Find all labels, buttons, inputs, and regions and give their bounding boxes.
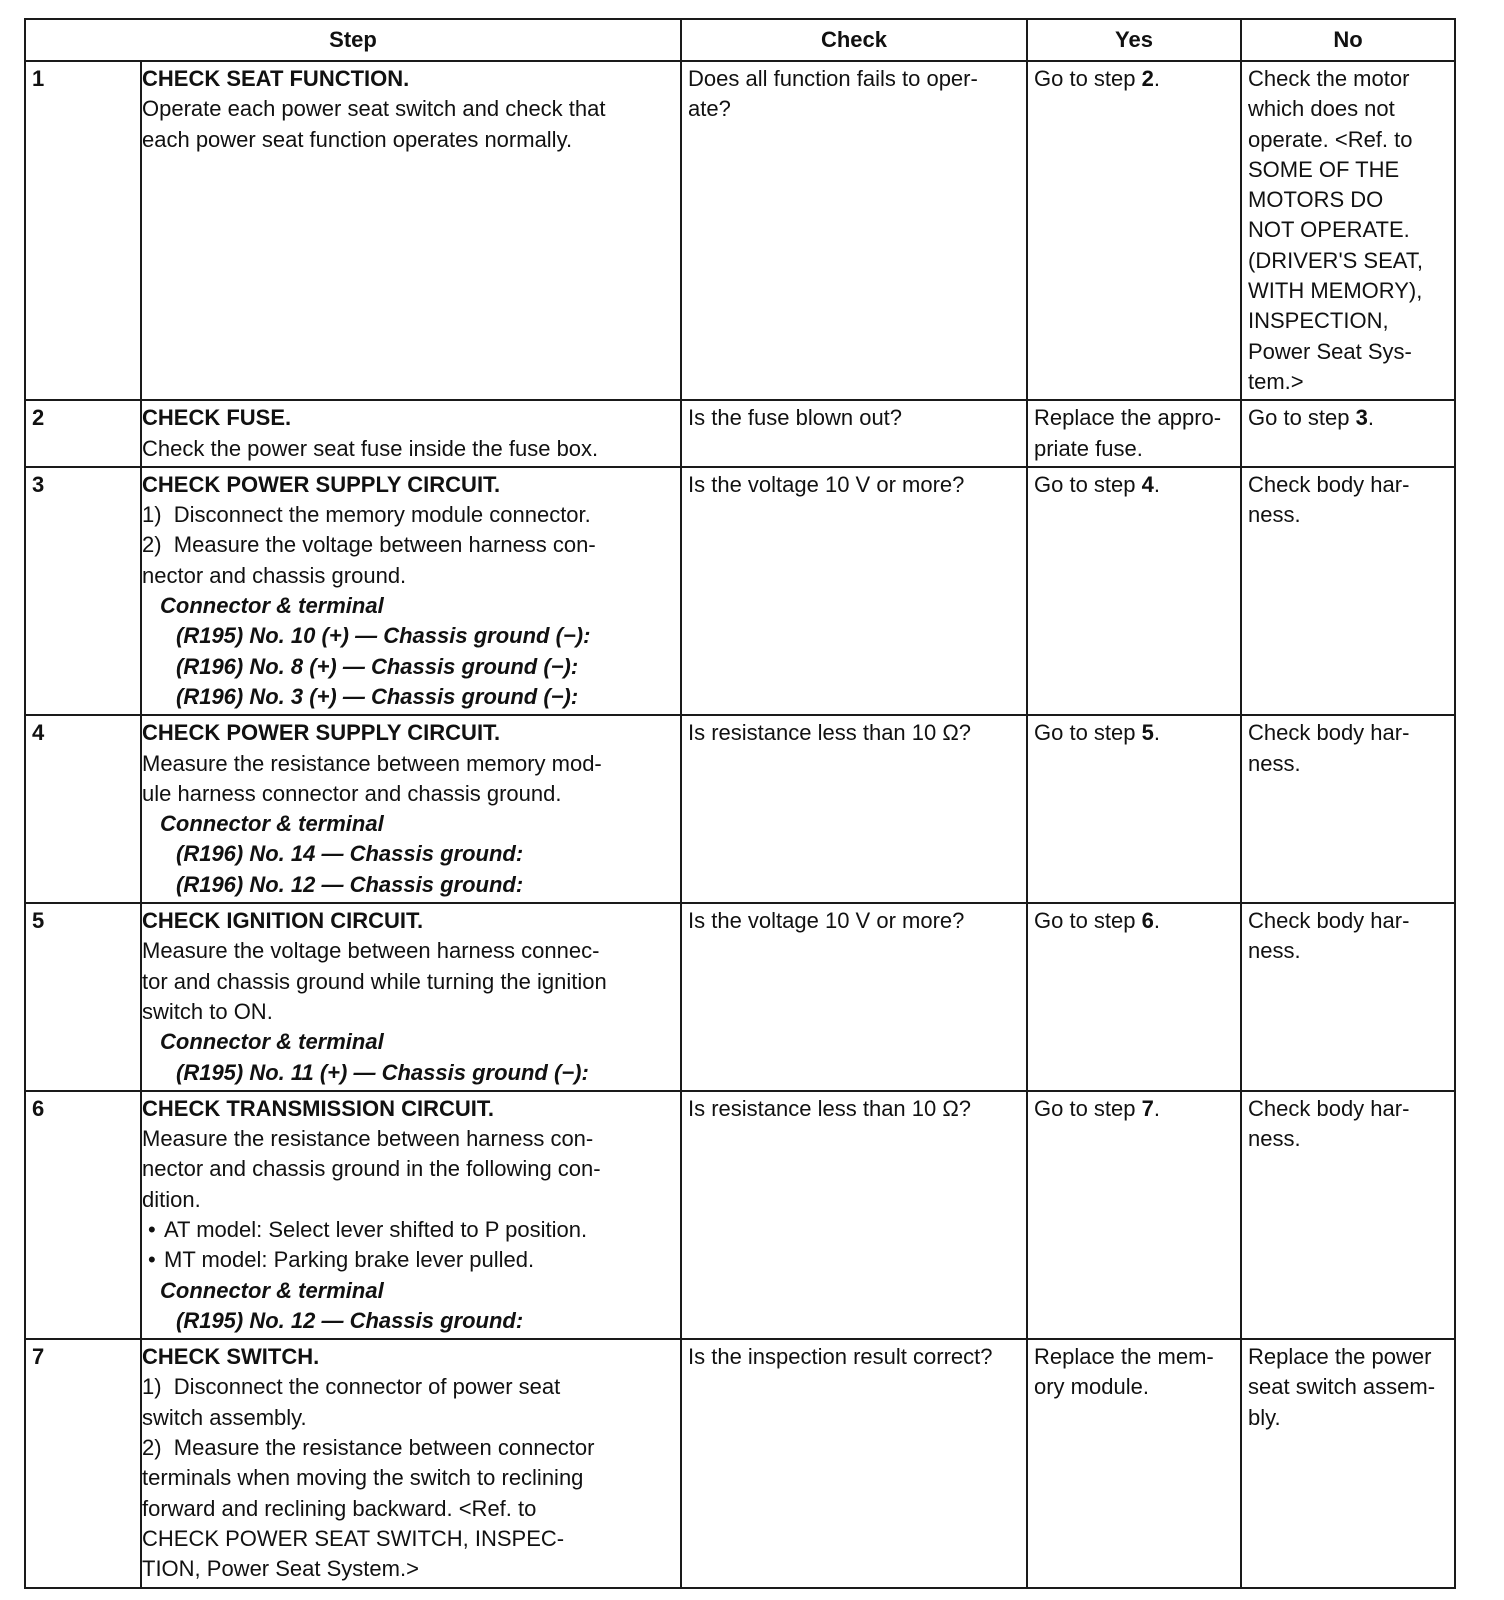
step-title: CHECK SEAT FUNCTION. (142, 66, 410, 91)
check-cell (681, 715, 1027, 903)
no-text-end: . (1367, 405, 1374, 431)
step-text: Measure the resistance between memory mod- ule harness connector and chassis ground. (142, 750, 602, 806)
yes-text-end: . (1153, 471, 1160, 497)
step-cell (141, 903, 681, 1091)
bullet-item: • MT model: Parking brake lever pulled. (142, 1245, 676, 1275)
step-text: Operate each power seat switch and check that each power seat function operates normally. (142, 96, 606, 152)
step-text: Measure the voltage between harness connec- tor and chassis ground while turning the ignition switch to ON. (142, 938, 607, 1024)
header-yes: Yes (1027, 19, 1241, 61)
check-text: Is the voltage 10 V or more? (688, 471, 965, 497)
step-cell (141, 400, 681, 467)
yes-text: Replace the appro- priate fuse. (1034, 405, 1222, 461)
yes-text-end: . (1153, 908, 1160, 934)
check-cell (681, 903, 1027, 1091)
yes-cell (1027, 715, 1241, 903)
yes-text: Replace the mem- ory module. (1034, 1344, 1214, 1400)
header-no: No (1241, 19, 1455, 61)
table-row (25, 1339, 1455, 1587)
step-number: 1 (25, 61, 141, 400)
no-cell (1241, 903, 1455, 1091)
step-cell (141, 467, 681, 715)
yes-text-end: . (1153, 66, 1160, 91)
check-cell (681, 1091, 1027, 1339)
no-step-ref: 3 (1355, 405, 1368, 431)
step-number: 6 (25, 1091, 141, 1339)
yes-text: Go to step (1034, 471, 1142, 497)
yes-step-ref: 4 (1141, 471, 1154, 497)
step-number: 5 (25, 903, 141, 1091)
check-cell (681, 400, 1027, 467)
no-cell (1241, 1339, 1455, 1587)
header-check: Check (681, 19, 1027, 61)
check-text: Is the inspection result correct? (688, 1344, 993, 1370)
yes-text-end: . (1153, 1095, 1160, 1121)
step-cell (141, 1339, 681, 1587)
bullet-item: • AT model: Select lever shifted to P position. (142, 1215, 676, 1245)
troubleshooting-table (24, 18, 1456, 1589)
no-text: Check the motor which does not operate. <Ref. to SOME OF THE MOTORS DO NOT OPERATE. (DRIVER'S SEAT, WITH MEMORY), INSPECTION, Power Seat Sys- tem.> (1248, 66, 1423, 394)
connector-terminal-item: (R196) No. 14 — Chassis ground: (176, 841, 524, 867)
table-row (25, 1091, 1455, 1339)
yes-cell (1027, 1339, 1241, 1587)
check-cell (681, 61, 1027, 400)
step-number: 4 (25, 715, 141, 903)
connector-terminal-label: Connector & terminal (160, 1029, 384, 1055)
step-text: Measure the resistance between harness con- nector and chassis ground in the following con- dition. (142, 1126, 601, 1212)
check-text: Is resistance less than 10 Ω? (688, 720, 972, 746)
step-cell (141, 1091, 681, 1339)
connector-terminal-item: (R195) No. 12 — Chassis ground: (176, 1307, 524, 1333)
no-cell (1241, 400, 1455, 467)
no-text: Check body har- ness. (1248, 720, 1410, 776)
step-cell (141, 61, 681, 400)
step-number: 3 (25, 467, 141, 715)
connector-terminal-item: (R196) No. 3 (+) — Chassis ground (−): (176, 683, 579, 709)
step-title: CHECK FUSE. (142, 405, 292, 431)
yes-step-ref: 5 (1141, 720, 1154, 746)
check-text: Is the voltage 10 V or more? (688, 908, 965, 934)
step-cell (141, 715, 681, 903)
connector-terminal-label: Connector & terminal (160, 1277, 384, 1303)
step-title: CHECK POWER SUPPLY CIRCUIT. (142, 471, 501, 497)
no-cell (1241, 61, 1455, 400)
connector-terminal-item: (R196) No. 12 — Chassis ground: (176, 871, 524, 897)
no-text: Go to step (1248, 405, 1356, 431)
check-cell (681, 467, 1027, 715)
check-text: Is resistance less than 10 Ω? (688, 1095, 972, 1121)
connector-terminal-item: (R195) No. 10 (+) — Chassis ground (−): (176, 623, 591, 649)
step-text: 1) Disconnect the memory module connector. 2) Measure the voltage between harness con- nector and chassis ground. (142, 502, 596, 588)
step-title: CHECK SWITCH. (142, 1344, 320, 1370)
yes-cell (1027, 61, 1241, 400)
yes-text: Go to step (1034, 1095, 1142, 1121)
table-row (25, 715, 1455, 903)
step-number: 2 (25, 400, 141, 467)
table-row (25, 467, 1455, 715)
yes-step-ref: 6 (1141, 908, 1154, 934)
table-row (25, 903, 1455, 1091)
connector-terminal-item: (R196) No. 8 (+) — Chassis ground (−): (176, 653, 579, 679)
check-text: Is the fuse blown out? (688, 405, 903, 431)
table-row (25, 400, 1455, 467)
yes-text: Go to step (1034, 908, 1142, 934)
no-text: Check body har- ness. (1248, 908, 1410, 964)
yes-cell (1027, 903, 1241, 1091)
header-step: Step (25, 19, 681, 61)
yes-cell (1027, 400, 1241, 467)
check-text: Does all function fails to oper- ate? (688, 66, 978, 122)
yes-text: Go to step (1034, 66, 1142, 91)
step-title: CHECK POWER SUPPLY CIRCUIT. (142, 720, 501, 746)
no-text: Replace the power seat switch assem- bly. (1248, 1344, 1436, 1430)
table-header-row (25, 19, 1455, 61)
yes-cell (1027, 1091, 1241, 1339)
no-text: Check body har- ness. (1248, 1095, 1410, 1152)
step-text: Check the power seat fuse inside the fuse box. (142, 435, 599, 461)
step-text: 1) Disconnect the connector of power seat switch assembly. 2) Measure the resistance between connector terminals when moving the switch to reclining forward and reclining backward. <Ref. to CHECK POWER SEAT SWITCH, INSPEC- TION, Power Seat System.> (142, 1374, 595, 1582)
yes-text: Go to step (1034, 720, 1142, 746)
step-title: CHECK IGNITION CIRCUIT. (142, 908, 424, 934)
step-title: CHECK TRANSMISSION CIRCUIT. (142, 1095, 495, 1121)
no-text: Check body har- ness. (1248, 471, 1410, 528)
no-cell (1241, 1091, 1455, 1339)
check-cell (681, 1339, 1027, 1587)
no-cell (1241, 715, 1455, 903)
connector-terminal-label: Connector & terminal (160, 593, 384, 619)
connector-terminal-item: (R195) No. 11 (+) — Chassis ground (−): (176, 1059, 589, 1085)
table-row (25, 61, 1455, 400)
yes-step-ref: 2 (1141, 66, 1154, 91)
yes-cell (1027, 467, 1241, 715)
yes-step-ref: 7 (1141, 1095, 1154, 1121)
yes-text-end: . (1153, 720, 1160, 746)
connector-terminal-label: Connector & terminal (160, 811, 384, 837)
step-number: 7 (25, 1339, 141, 1587)
no-cell (1241, 467, 1455, 715)
